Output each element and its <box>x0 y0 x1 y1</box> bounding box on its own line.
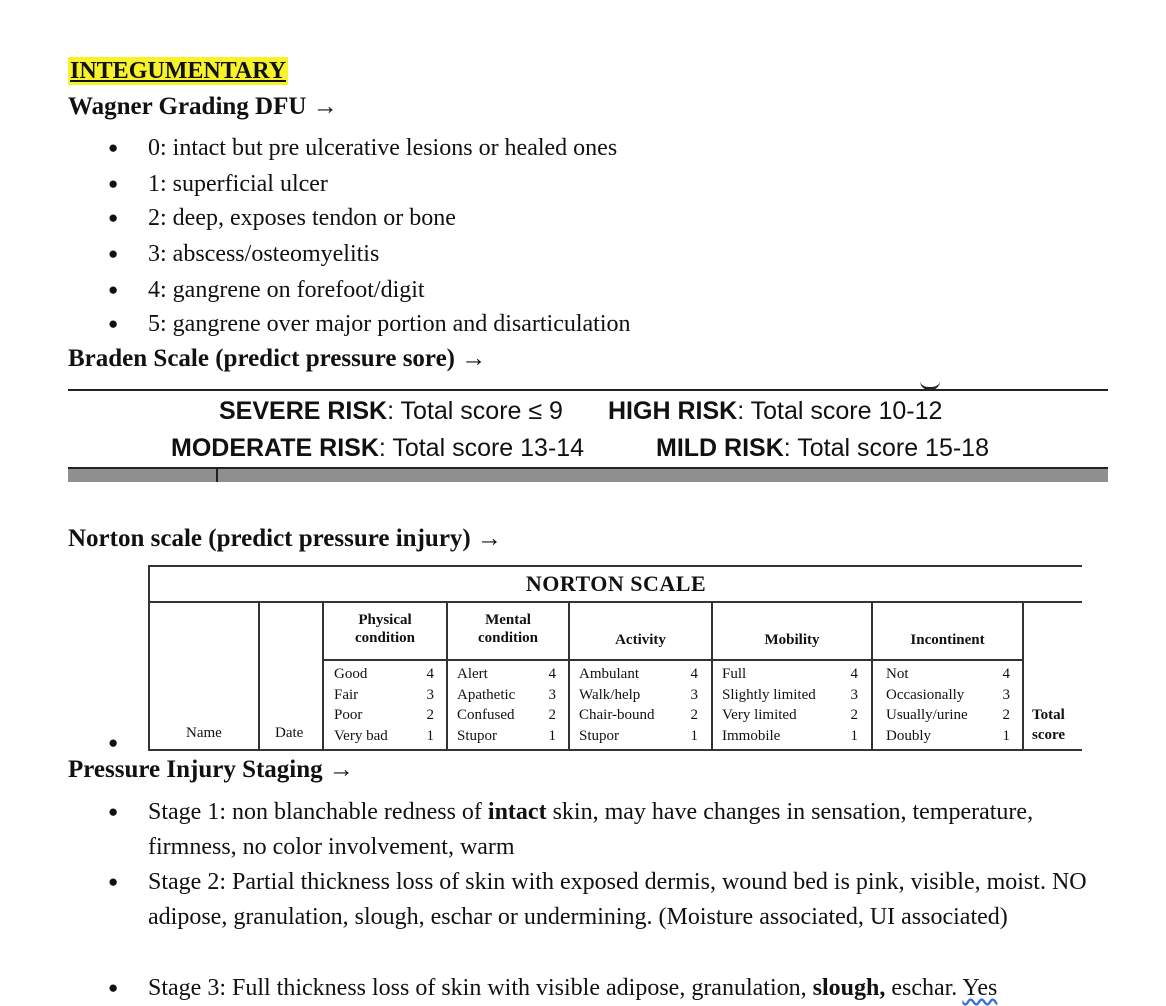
norton-table-title: NORTON SCALE <box>525 571 707 596</box>
list-item: ● 1: superficial ulcer <box>148 167 328 201</box>
mental-condition-scores: 4 3 2 1 <box>548 666 556 744</box>
column-date: Date <box>275 725 304 741</box>
severe-risk-text: : Total score ≤ 9 <box>387 397 563 425</box>
table-footer-bar <box>68 469 1108 482</box>
moderate-risk-text: : Total score 13-14 <box>378 434 585 462</box>
list-item-stage-3: ● Stage 3: Full thickness loss of skin with visible adipose, granulation, slough, eschar. Yes <box>148 971 1108 1006</box>
mild-risk-text: : Total score 15-18 <box>783 434 989 462</box>
norton-scale-table <box>148 565 1082 751</box>
braden-mild-risk <box>656 433 989 463</box>
staging-heading: Pressure Injury Staging → <box>68 756 354 783</box>
header-mobility: Mobility <box>764 632 820 648</box>
header-activity: Activity <box>615 632 666 648</box>
bullet-icon: ● <box>108 733 119 752</box>
mobility-options: Full Slightly limited Very limited Immobile <box>722 666 816 744</box>
mild-risk-label: MILD RISK <box>656 434 784 462</box>
high-risk-text: : Total score 10-12 <box>737 397 943 425</box>
list-item-stage-1: ● Stage 1: non blanchable redness of intact skin, may have changes in sensation, temperature, firmness, no color involvement, warm <box>148 795 1108 864</box>
list-item: ● 0: intact but pre ulcerative lesions or healed ones <box>148 131 617 165</box>
column-total-score: Total score <box>1032 707 1066 743</box>
wagner-heading: Wagner Grading DFU → <box>68 93 338 120</box>
mobility-scores: 4 3 2 1 <box>850 666 858 744</box>
section-title: INTEGUMENTARY <box>70 58 287 84</box>
moderate-risk-label: MODERATE RISK <box>171 434 379 462</box>
high-risk-label: HIGH RISK <box>608 397 738 425</box>
braden-heading: Braden Scale (predict pressure sore) → <box>68 345 487 372</box>
incontinent-options: Not Occasionally Usually/urine Doubly <box>886 666 968 744</box>
header-mental-condition: Mental condition <box>477 612 538 646</box>
activity-options: Ambulant Walk/help Chair-bound Stupor <box>579 666 655 744</box>
incontinent-scores: 4 3 2 1 <box>1002 666 1010 744</box>
physical-condition-scores: 4 3 2 1 <box>426 666 434 744</box>
spellcheck-word: Yes <box>962 975 998 1001</box>
header-incontinent: Incontinent <box>910 632 985 648</box>
list-item: ● 2: deep, exposes tendon or bone <box>148 201 456 235</box>
list-item: ● 3: abscess/osteomyelitis <box>148 237 379 271</box>
physical-condition-options: Good Fair Poor Very bad <box>334 666 388 744</box>
braden-risk-table <box>68 389 1108 482</box>
divider <box>68 389 1108 391</box>
norton-heading: Norton scale (predict pressure injury) → <box>68 525 502 552</box>
activity-scores: 4 3 2 1 <box>690 666 698 744</box>
list-item-stage-2: ● Stage 2: Partial thickness loss of skin with exposed dermis, wound bed is pink, visible, moist. NO adipose, granulation, slough, eschar or undermining. (Moisture associated, UI associated) <box>148 865 1108 934</box>
list-item: ● 4: gangrene on forefoot/digit <box>148 273 425 307</box>
braden-moderate-risk <box>171 433 584 463</box>
braden-severe-risk <box>219 396 563 426</box>
header-physical-condition: Physical condition <box>354 612 415 646</box>
severe-risk-label: SEVERE RISK <box>219 397 388 425</box>
mental-condition-options: Alert Apathetic Confused Stupor <box>457 666 516 744</box>
column-name: Name <box>186 725 222 741</box>
list-item: ● 5: gangrene over major portion and disarticulation <box>148 307 631 341</box>
braden-high-risk <box>608 396 942 426</box>
